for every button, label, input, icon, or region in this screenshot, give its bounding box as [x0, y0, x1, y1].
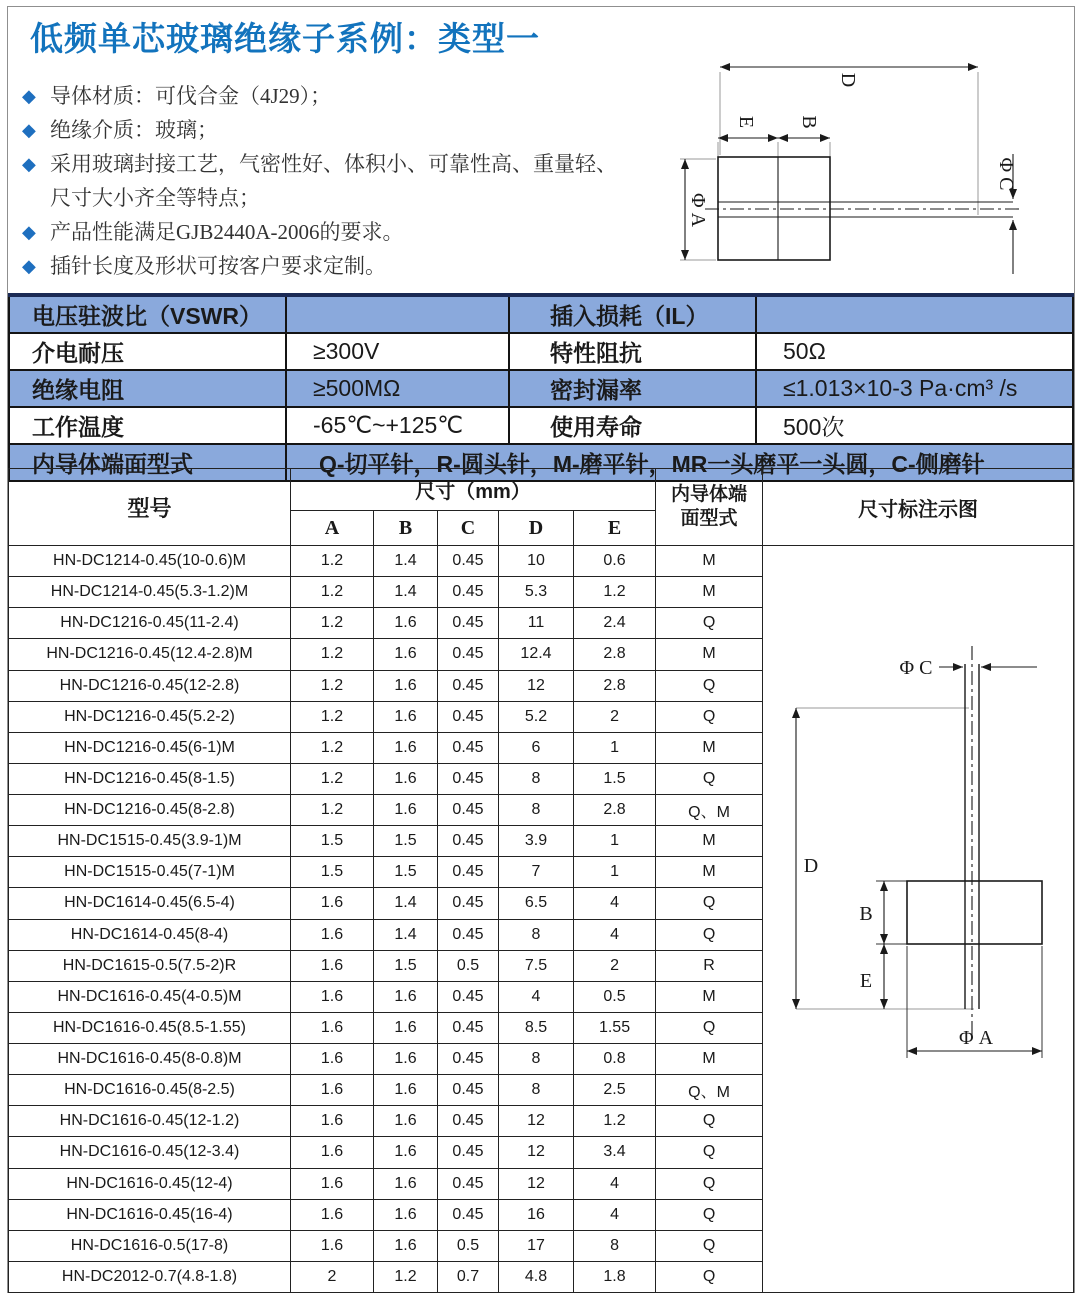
table-cell: 12: [499, 1106, 574, 1137]
table-cell: HN-DC1616-0.45(8.5-1.55): [9, 1012, 291, 1043]
table-cell: 0.45: [438, 888, 499, 919]
table-cell: 2.4: [574, 608, 656, 639]
table-cell: Q、M: [656, 795, 763, 826]
dim-label-phi-c: Φ C: [899, 657, 933, 679]
table-cell: 2.8: [574, 795, 656, 826]
spec-label: 使用寿命: [509, 407, 756, 444]
table-cell: HN-DC1216-0.45(8-2.8): [9, 795, 291, 826]
table-cell: 1.2: [291, 732, 374, 763]
table-cell: 10: [499, 546, 574, 577]
table-cell: 2: [574, 701, 656, 732]
table-cell: 1.6: [291, 1230, 374, 1261]
table-cell: HN-DC1614-0.45(8-4): [9, 919, 291, 950]
column-header-model: 型号: [9, 469, 291, 546]
table-cell: 1.6: [291, 1168, 374, 1199]
table-cell: 0.45: [438, 1044, 499, 1075]
column-header-b: B: [374, 511, 438, 546]
table-cell: 1.4: [374, 577, 438, 608]
table-cell: HN-DC1216-0.45(12.4-2.8)M: [9, 639, 291, 670]
table-cell: 0.45: [438, 1137, 499, 1168]
table-cell: 1.2: [574, 577, 656, 608]
table-cell: 8.5: [499, 1012, 574, 1043]
table-cell: 0.45: [438, 795, 499, 826]
table-cell: M: [656, 639, 763, 670]
table-cell: HN-DC1616-0.45(12-1.2): [9, 1106, 291, 1137]
table-cell: Q: [656, 1012, 763, 1043]
table-cell: 1.6: [291, 1199, 374, 1230]
table-cell: Q: [656, 1230, 763, 1261]
table-cell: HN-DC1616-0.45(8-2.5): [9, 1075, 291, 1106]
table-cell: Q: [656, 1199, 763, 1230]
table-cell: 0.45: [438, 639, 499, 670]
spec-value: -65℃~+125℃: [286, 407, 509, 444]
table-cell: M: [656, 857, 763, 888]
table-cell: 1.6: [374, 639, 438, 670]
table-cell: 1.2: [291, 795, 374, 826]
spec-label: 介电耐压: [9, 333, 286, 370]
table-cell: 1: [574, 732, 656, 763]
table-cell: 1.4: [374, 546, 438, 577]
table-cell: Q: [656, 1261, 763, 1292]
list-item: [22, 79, 682, 113]
spec-label: 电压驻波比（VSWR）: [9, 295, 286, 333]
table-cell: 0.45: [438, 1012, 499, 1043]
column-header-d: D: [499, 511, 574, 546]
product-dimension-diagram-vertical: [764, 546, 1072, 1287]
dim-label-e: E: [735, 115, 757, 129]
table-cell: 1.5: [374, 857, 438, 888]
dim-label-d: D: [803, 855, 819, 877]
table-cell: 1.4: [374, 888, 438, 919]
spec-label: 密封漏率: [509, 370, 756, 407]
table-cell: 0.45: [438, 857, 499, 888]
table-cell: 1.2: [574, 1106, 656, 1137]
table-cell: 0.7: [438, 1261, 499, 1292]
table-cell: 1.6: [374, 1168, 438, 1199]
dim-label-phi-c: Φ C: [995, 157, 1017, 191]
table-cell: Q: [656, 1106, 763, 1137]
table-cell: Q: [656, 888, 763, 919]
table-cell: 1: [574, 826, 656, 857]
spec-value: [286, 295, 509, 333]
spec-value: [756, 295, 1073, 333]
table-cell: 1.6: [374, 763, 438, 794]
table-cell: 4: [574, 1199, 656, 1230]
table-cell: 1: [574, 857, 656, 888]
table-cell: 1.6: [291, 1075, 374, 1106]
table-cell: 1.2: [291, 763, 374, 794]
table-cell: 1.6: [374, 701, 438, 732]
spec-label: 工作温度: [9, 407, 286, 444]
table-cell: 1.5: [374, 826, 438, 857]
table-cell: 12: [499, 1168, 574, 1199]
table-cell: HN-DC2012-0.7(4.8-1.8): [9, 1261, 291, 1292]
table-cell: 8: [574, 1230, 656, 1261]
table-cell: 1.5: [291, 857, 374, 888]
table-cell: HN-DC1616-0.45(8-0.8)M: [9, 1044, 291, 1075]
column-header-diagram: 尺寸标注示图: [763, 469, 1074, 546]
table-cell: 16: [499, 1199, 574, 1230]
table-cell: HN-DC1616-0.45(4-0.5)M: [9, 981, 291, 1012]
table-cell: 1.6: [291, 981, 374, 1012]
table-cell: 4: [574, 888, 656, 919]
table-cell: 11: [499, 608, 574, 639]
table-cell: HN-DC1216-0.45(6-1)M: [9, 732, 291, 763]
table-cell: 8: [499, 795, 574, 826]
table-cell: 1.6: [291, 1137, 374, 1168]
column-header-e: E: [574, 511, 656, 546]
table-cell: 0.45: [438, 1106, 499, 1137]
table-cell: 1.6: [291, 1106, 374, 1137]
table-cell: 1.6: [374, 1137, 438, 1168]
table-cell: 1.2: [291, 639, 374, 670]
diamond-bullet-icon: ◆: [22, 222, 36, 242]
table-cell: 0.45: [438, 826, 499, 857]
list-item: [22, 215, 682, 249]
table-cell: 1.8: [574, 1261, 656, 1292]
bullet-text: 尺寸大小齐全等特点；: [50, 186, 260, 210]
table-cell: 2.8: [574, 639, 656, 670]
table-cell: R: [656, 950, 763, 981]
table-cell: 17: [499, 1230, 574, 1261]
table-cell: 1.6: [374, 670, 438, 701]
table-cell: 1.2: [291, 546, 374, 577]
table-cell: 1.6: [291, 1012, 374, 1043]
spec-value: ≥500MΩ: [286, 370, 509, 407]
table-cell: 0.45: [438, 546, 499, 577]
product-dimension-diagram-horizontal: [650, 42, 1070, 297]
table-cell: 2: [291, 1261, 374, 1292]
spec-value: 50Ω: [756, 333, 1073, 370]
diamond-bullet-icon: ◆: [22, 154, 36, 174]
table-cell: 8: [499, 1044, 574, 1075]
dimension-diagram-cell: [763, 546, 1074, 1293]
bullet-text: 产品性能满足GJB2440A-2006的要求。: [50, 220, 404, 244]
table-cell: 1.5: [574, 763, 656, 794]
table-cell: 1.4: [374, 919, 438, 950]
table-cell: HN-DC1216-0.45(12-2.8): [9, 670, 291, 701]
table-cell: 1.55: [574, 1012, 656, 1043]
model-table-header: [9, 469, 1074, 546]
table-cell: M: [656, 577, 763, 608]
table-cell: 1.6: [374, 1012, 438, 1043]
table-cell: M: [656, 1044, 763, 1075]
spec-label: 绝缘电阻: [9, 370, 286, 407]
spec-table: [8, 293, 1074, 482]
table-cell: 1.6: [291, 888, 374, 919]
table-cell: Q: [656, 1137, 763, 1168]
table-cell: 12.4: [499, 639, 574, 670]
table-cell: 4: [499, 981, 574, 1012]
table-cell: 4.8: [499, 1261, 574, 1292]
table-cell: 0.45: [438, 981, 499, 1012]
table-cell: 8: [499, 1075, 574, 1106]
spec-label: 插入损耗（IL）: [509, 295, 756, 333]
diamond-bullet-icon: ◆: [22, 120, 36, 140]
page-title: 低频单芯玻璃绝缘子系例：类型一: [30, 20, 540, 57]
table-cell: Q: [656, 763, 763, 794]
dim-label-e: E: [859, 970, 873, 992]
feature-list: [22, 79, 682, 283]
table-cell: 0.5: [438, 1230, 499, 1261]
table-row: [9, 546, 1074, 577]
table-cell: 1.5: [374, 950, 438, 981]
table-cell: HN-DC1515-0.45(7-1)M: [9, 857, 291, 888]
table-cell: 1.6: [374, 1044, 438, 1075]
table-cell: 1.2: [374, 1261, 438, 1292]
list-item: [22, 249, 682, 283]
table-cell: 8: [499, 919, 574, 950]
table-cell: 0.8: [574, 1044, 656, 1075]
table-cell: 2.5: [574, 1075, 656, 1106]
table-cell: HN-DC1615-0.5(7.5-2)R: [9, 950, 291, 981]
table-cell: 0.45: [438, 919, 499, 950]
dim-label-phi-a: Φ A: [959, 1027, 994, 1049]
model-table: [8, 468, 1074, 1293]
table-cell: Q: [656, 919, 763, 950]
dim-label-b: B: [859, 903, 873, 925]
table-cell: 1.2: [291, 701, 374, 732]
diamond-bullet-icon: ◆: [22, 256, 36, 276]
table-cell: 1.2: [291, 608, 374, 639]
table-cell: HN-DC1616-0.45(16-4): [9, 1199, 291, 1230]
table-cell: 5.2: [499, 701, 574, 732]
table-cell: 0.5: [438, 950, 499, 981]
table-cell: 1.2: [291, 577, 374, 608]
dim-label-phi-a: Φ A: [687, 192, 709, 228]
spec-label: 内导体端面型式: [9, 444, 286, 481]
table-cell: HN-DC1616-0.45(12-4): [9, 1168, 291, 1199]
spec-value: ≥300V: [286, 333, 509, 370]
table-cell: 1.6: [291, 950, 374, 981]
column-header-face-type: 内导体端 面型式: [656, 469, 763, 546]
table-cell: Q: [656, 701, 763, 732]
table-cell: HN-DC1216-0.45(8-1.5): [9, 763, 291, 794]
table-cell: 3.9: [499, 826, 574, 857]
table-cell: 1.5: [291, 826, 374, 857]
spec-row: [9, 333, 1073, 370]
diamond-bullet-icon: ◆: [22, 86, 36, 106]
dim-label-b: B: [798, 115, 820, 129]
table-cell: 0.45: [438, 763, 499, 794]
list-item: [22, 147, 682, 181]
table-cell: 0.45: [438, 1168, 499, 1199]
table-cell: 0.45: [438, 1199, 499, 1230]
spec-value: Q-切平针，R-圆头针，M-磨平针，MR一头磨平一头圆，C-侧磨针: [286, 444, 1073, 481]
table-cell: 6: [499, 732, 574, 763]
table-cell: Q: [656, 608, 763, 639]
table-cell: 6.5: [499, 888, 574, 919]
table-cell: 0.5: [574, 981, 656, 1012]
table-cell: HN-DC1214-0.45(10-0.6)M: [9, 546, 291, 577]
table-cell: HN-DC1216-0.45(11-2.4): [9, 608, 291, 639]
table-cell: 1.6: [374, 1230, 438, 1261]
spec-label: 特性阻抗: [509, 333, 756, 370]
column-header-dimensions: 尺寸（mm）: [291, 469, 656, 511]
table-cell: 2.8: [574, 670, 656, 701]
table-cell: 12: [499, 670, 574, 701]
table-cell: 1.6: [374, 608, 438, 639]
spec-value: 500次: [756, 407, 1073, 444]
table-cell: M: [656, 546, 763, 577]
table-cell: HN-DC1216-0.45(5.2-2): [9, 701, 291, 732]
table-cell: 1.6: [374, 1199, 438, 1230]
table-cell: 0.45: [438, 608, 499, 639]
table-cell: HN-DC1616-0.45(12-3.4): [9, 1137, 291, 1168]
model-table-body: [9, 546, 1074, 1293]
table-cell: 8: [499, 763, 574, 794]
table-cell: 0.45: [438, 1075, 499, 1106]
table-cell: Q: [656, 670, 763, 701]
table-cell: M: [656, 826, 763, 857]
table-cell: 2: [574, 950, 656, 981]
list-item: [22, 113, 682, 147]
table-cell: Q: [656, 1168, 763, 1199]
table-cell: 1.6: [374, 1075, 438, 1106]
spec-row: [9, 370, 1073, 407]
table-cell: 7: [499, 857, 574, 888]
dim-label-d: D: [837, 72, 859, 88]
table-cell: 1.6: [374, 795, 438, 826]
table-cell: 1.6: [291, 1044, 374, 1075]
table-cell: M: [656, 981, 763, 1012]
table-cell: 3.4: [574, 1137, 656, 1168]
bullet-text: 导体材质：可伐合金（4J29）；: [50, 84, 332, 108]
table-cell: 0.45: [438, 577, 499, 608]
table-cell: 12: [499, 1137, 574, 1168]
table-cell: HN-DC1214-0.45(5.3-1.2)M: [9, 577, 291, 608]
table-cell: HN-DC1515-0.45(3.9-1)M: [9, 826, 291, 857]
column-header-a: A: [291, 511, 374, 546]
table-cell: 1.6: [291, 919, 374, 950]
table-cell: 0.45: [438, 732, 499, 763]
table-cell: Q、M: [656, 1075, 763, 1106]
bullet-text: 绝缘介质：玻璃；: [50, 118, 218, 142]
spec-value: ≤1.013×10-3 Pa·cm³ /s: [756, 370, 1073, 407]
table-cell: 4: [574, 919, 656, 950]
table-cell: 1.6: [374, 1106, 438, 1137]
bullet-text: 采用玻璃封接工艺，气密性好、体积小、可靠性高、重量轻、: [50, 152, 617, 176]
column-header-c: C: [438, 511, 499, 546]
table-cell: M: [656, 732, 763, 763]
list-item-continuation: [22, 181, 682, 215]
table-cell: 0.45: [438, 670, 499, 701]
table-cell: 7.5: [499, 950, 574, 981]
table-cell: 1.6: [374, 732, 438, 763]
table-cell: 5.3: [499, 577, 574, 608]
spec-row: [9, 295, 1073, 333]
table-cell: HN-DC1616-0.5(17-8): [9, 1230, 291, 1261]
table-cell: 1.6: [374, 981, 438, 1012]
table-cell: 0.6: [574, 546, 656, 577]
table-cell: HN-DC1614-0.45(6.5-4): [9, 888, 291, 919]
bullet-text: 插针长度及形状可按客户要求定制。: [50, 254, 386, 278]
table-cell: 1.2: [291, 670, 374, 701]
table-cell: 0.45: [438, 701, 499, 732]
spec-row: [9, 407, 1073, 444]
table-cell: 4: [574, 1168, 656, 1199]
